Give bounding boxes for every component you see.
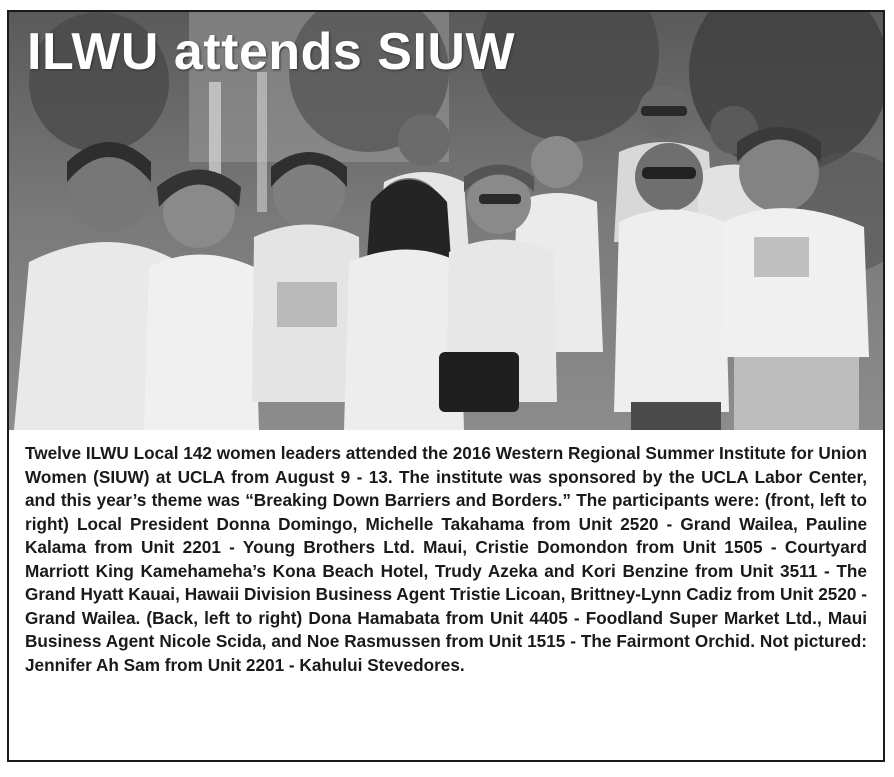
- article-box: [7, 10, 885, 762]
- headline: ILWU attends SIUW: [27, 23, 516, 81]
- photo-caption: Twelve ILWU Local 142 women leaders attended the 2016 Western Regional Summer Institute for Union Women (SIUW) at UCLA from August 9 - 13. The institute was sponsored by the UCLA Labor Center, and this year’s theme was “Breaking Down Barriers and Borders.” The participants were: (front, left to right) Local President Donna Domingo, Michelle Takahama from Unit 2520 - Grand Wailea, Pauline Kalama from Unit 2201 - Young Brothers Ltd. Maui, Cristie Domondon from Unit 1505 - Courtyard Marriott King Kamehameha’s Kona Beach Hotel, Trudy Azeka and Kori Benzine from Unit 3511 - The Grand Hyatt Kauai, Hawaii Division Business Agent Tristie Licoan, Brittney-Lynn Cadiz from Unit 2520 - Grand Wailea. (Back, left to right) Dona Hamabata from Unit 4405 - Foodland Super Market Ltd., Maui Business Agent Nicole Scida, and Noe Rasmussen from Unit 1515 - The Fairmont Orchid. Not pictured: Jennifer Ah Sam from Unit 2201 - Kahului Stevedores.: [25, 443, 867, 675]
- group-photo: [9, 12, 883, 430]
